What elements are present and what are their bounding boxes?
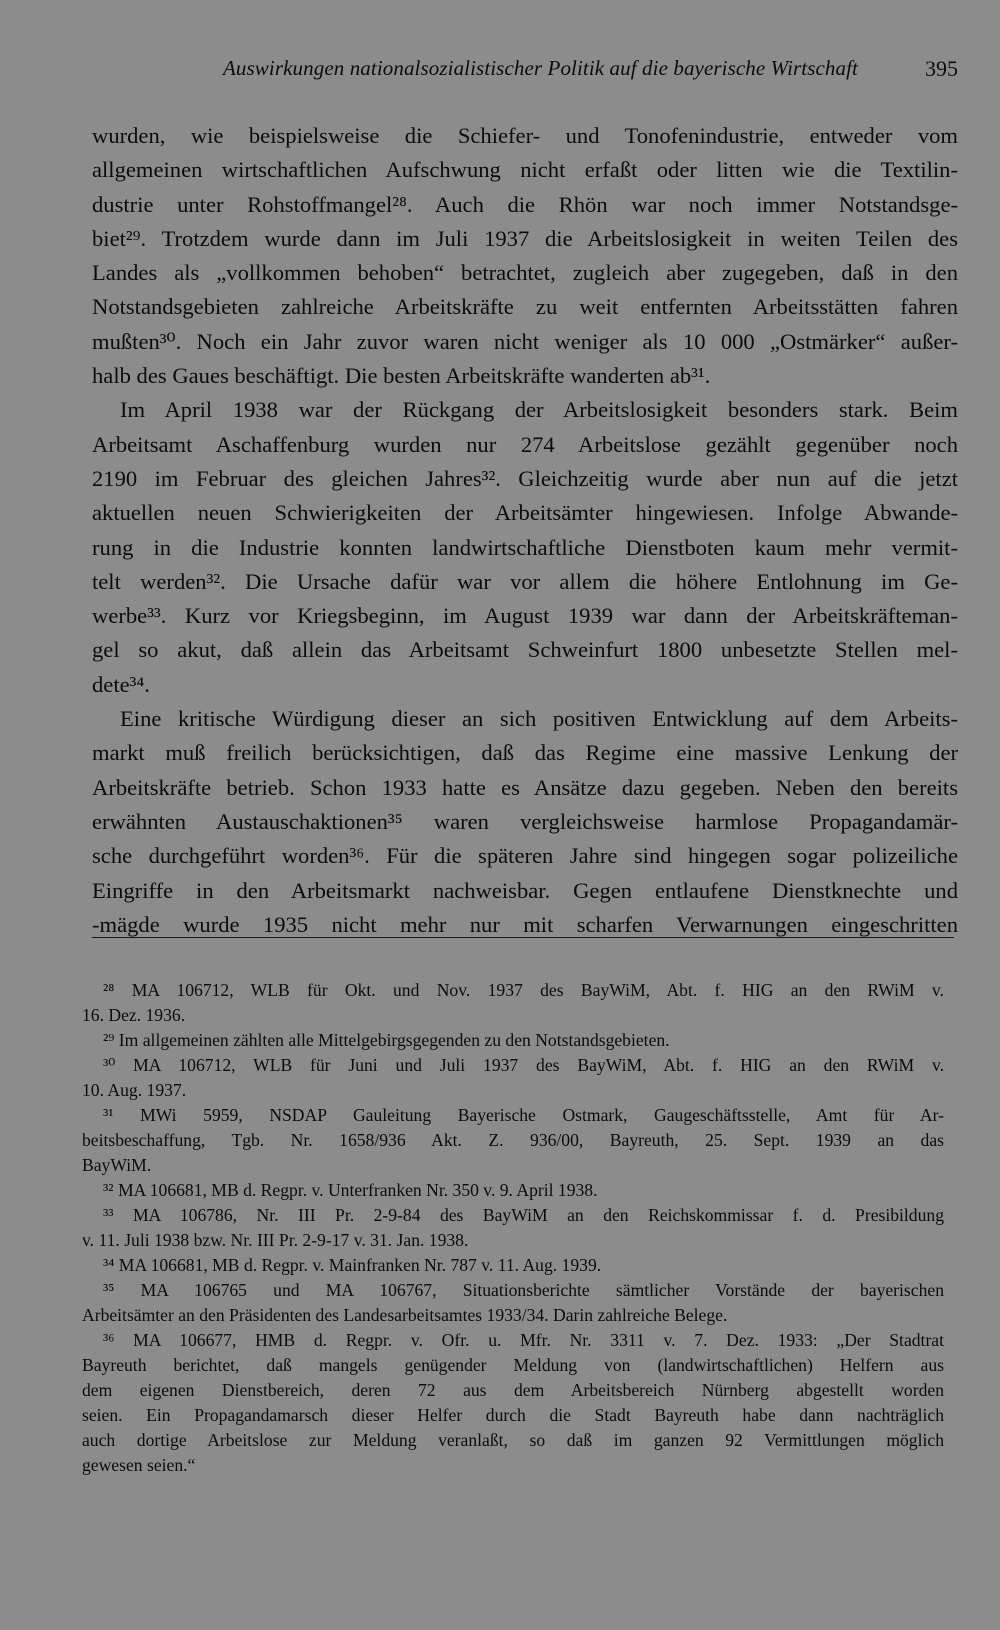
text-line: Arbeitsamt Aschaffenburg wurden nur 274 Arbeitslose gezählt gegenüber noch bbox=[92, 431, 958, 457]
footnote-line: beitsbeschaffung, Tgb. Nr. 1658/936 Akt. Z. 936/00, Bayreuth, 25. Sept. 1939 an das bbox=[82, 1130, 944, 1150]
text-line: -mägde wurde 1935 nicht mehr nur mit scharfen Verwarnungen eingeschritten bbox=[92, 911, 958, 937]
text-line: werbe³³. Kurz vor Kriegsbeginn, im August 1939 war dann der Arbeitskräfteman- bbox=[92, 603, 958, 629]
text-line: halb des Gaues beschäftigt. Die besten Arbeitskräfte wanderten ab³¹. bbox=[92, 363, 711, 389]
text-line: mußten³⁰. Noch ein Jahr zuvor waren nicht weniger als 10 000 „Ostmärker“ außer- bbox=[92, 328, 958, 354]
footnote-line: v. 11. Juli 1938 bzw. Nr. III Pr. 2-9-17 v. 31. Jan. 1938. bbox=[82, 1230, 469, 1250]
text-line: biet²⁹. Trotzdem wurde dann im Juli 1937 die Arbeitslosigkeit in weiten Teilen des bbox=[92, 225, 958, 251]
text-line: rung in die Industrie konnten landwirtschaftliche Dienstboten kaum mehr vermit- bbox=[92, 534, 958, 560]
footnote-separator bbox=[92, 937, 954, 938]
footnote-line: Bayreuth berichtet, daß mangels genügender Meldung von (landwirtschaftlichen) Helfern aus bbox=[82, 1355, 944, 1375]
text-line: Landes als „vollkommen behoben“ betrachtet, zugleich aber zugegeben, daß in den bbox=[92, 260, 958, 286]
footnote-line: gewesen seien.“ bbox=[82, 1455, 196, 1475]
page-number: 395 bbox=[925, 56, 958, 81]
body-text bbox=[92, 119, 958, 942]
footnote-line: ³² MA 106681, MB d. Regpr. v. Unterfranken Nr. 350 v. 9. April 1938. bbox=[103, 1180, 598, 1200]
text-line: sche durchgeführt worden³⁶. Für die späteren Jahre sind hingegen sogar polizeiliche bbox=[92, 843, 958, 869]
footnote-line: ²⁸ MA 106712, WLB für Okt. und Nov. 1937 des BayWiM, Abt. f. HIG an den RWiM v. bbox=[103, 980, 944, 1000]
footnote-line: ²⁹ Im allgemeinen zählten alle Mittelgebirgsgegenden zu den Notstandsgebieten. bbox=[103, 1030, 670, 1050]
footnote-line: ³⁶ MA 106677, HMB d. Regpr. v. Ofr. u. Mfr. Nr. 3311 v. 7. Dez. 1933: „Der Stadtrat bbox=[103, 1330, 944, 1350]
running-head bbox=[92, 56, 958, 90]
text-line: allgemeinen wirtschaftlichen Aufschwung nicht erfaßt oder litten wie die Textilin- bbox=[92, 157, 958, 183]
text-line: gel so akut, daß allein das Arbeitsamt Schweinfurt 1800 unbesetzte Stellen mel- bbox=[92, 637, 958, 663]
text-line: 2190 im Februar des gleichen Jahres³². Gleichzeitig wurde aber nun auf die jetzt bbox=[92, 465, 958, 491]
text-line: telt werden³². Die Ursache dafür war vor allem die höhere Entlohnung im Ge- bbox=[92, 568, 958, 594]
text-line: wurden, wie beispielsweise die Schiefer- und Tonofenindustrie, entweder vom bbox=[92, 123, 958, 148]
footnote-line: ³⁵ MA 106765 und MA 106767, Situationsberichte sämtlicher Vorstände der bayerischen bbox=[103, 1280, 944, 1300]
text-line: Eingriffe in den Arbeitsmarkt nachweisbar. Gegen entlaufene Dienstknechte und bbox=[92, 877, 958, 903]
text-line: erwähnten Austauschaktionen³⁵ waren vergleichsweise harmlose Propagandamär- bbox=[92, 808, 958, 834]
footnote-line: seien. Ein Propagandamarsch dieser Helfer durch die Stadt Bayreuth habe dann nachträglich bbox=[82, 1405, 944, 1425]
footnote-line: ³³ MA 106786, Nr. III Pr. 2-9-84 des BayWiM an den Reichskommissar f. d. Presibildung bbox=[103, 1205, 944, 1225]
text-line: aktuellen neuen Schwierigkeiten der Arbeitsämter hingewiesen. Infolge Abwande- bbox=[92, 500, 958, 526]
text-line: Im April 1938 war der Rückgang der Arbeitslosigkeit besonders stark. Beim bbox=[120, 397, 958, 423]
text-line: markt muß freilich berücksichtigen, daß das Regime eine massive Lenkung der bbox=[92, 740, 958, 766]
footnote-line: ³⁴ MA 106681, MB d. Regpr. v. Mainfranken Nr. 787 v. 11. Aug. 1939. bbox=[103, 1255, 602, 1275]
footnotes bbox=[82, 978, 944, 1478]
footnote-line: 16. Dez. 1936. bbox=[82, 1005, 186, 1025]
footnote-line: BayWiM. bbox=[82, 1155, 152, 1175]
text-line: dete³⁴. bbox=[92, 671, 150, 697]
text-line: Eine kritische Würdigung dieser an sich positiven Entwicklung auf dem Arbeits- bbox=[120, 706, 958, 732]
text-line: Notstandsgebieten zahlreiche Arbeitskräfte zu weit entfernten Arbeitsstätten fahren bbox=[92, 294, 958, 320]
footnote-line: auch dortige Arbeitslose zur Meldung veranlaßt, so daß im ganzen 92 Vermittlungen möglich bbox=[82, 1430, 944, 1450]
running-title: Auswirkungen nationalsozialistischer Politik auf die bayerische Wirtschaft bbox=[222, 56, 858, 80]
footnote-line: 10. Aug. 1937. bbox=[82, 1080, 187, 1100]
text-line: Arbeitskräfte betrieb. Schon 1933 hatte es Ansätze dazu gegeben. Neben den bereits bbox=[92, 774, 958, 800]
footnote-line: Arbeitsämter an den Präsidenten des Landesarbeitsamtes 1933/34. Darin zahlreiche Belege. bbox=[82, 1305, 728, 1325]
text-line: dustrie unter Rohstoffmangel²⁸. Auch die Rhön war noch immer Notstandsge- bbox=[92, 191, 958, 217]
footnote-line: dem eigenen Dienstbereich, deren 72 aus dem Arbeitsbereich Nürnberg abgestellt worden bbox=[82, 1380, 944, 1400]
footnote-line: ³⁰ MA 106712, WLB für Juni und Juli 1937 des BayWiM, Abt. f. HIG an den RWiM v. bbox=[103, 1055, 944, 1075]
footnote-line: ³¹ MWi 5959, NSDAP Gauleitung Bayerische Ostmark, Gaugeschäftsstelle, Amt für Ar- bbox=[103, 1105, 944, 1125]
